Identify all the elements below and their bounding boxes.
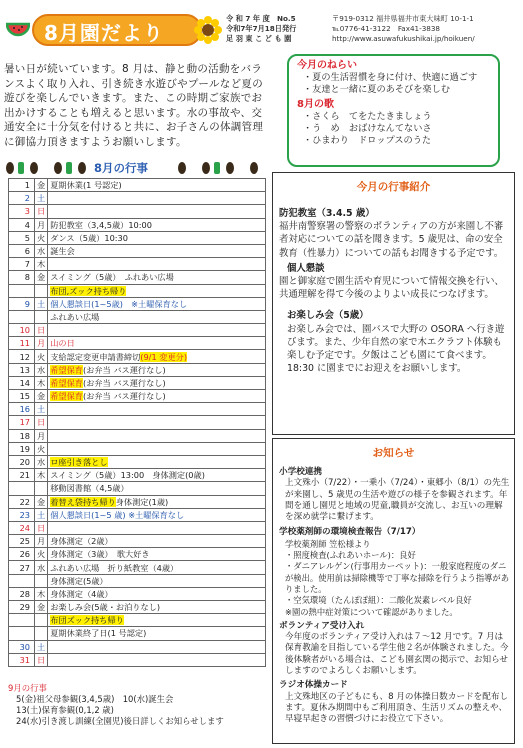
calendar-day: 22: [9, 495, 35, 508]
calendar-row: [9, 429, 266, 442]
events-intro-title: 今月の行事紹介: [356, 181, 431, 193]
calendar-row: [9, 337, 266, 350]
calendar-day: 18: [9, 429, 35, 442]
event-label: ふれあい広場: [50, 311, 100, 322]
calendar-row: [9, 271, 266, 284]
calendar-day: 10: [9, 324, 35, 337]
calendar-day: 19: [9, 442, 35, 455]
event-extra: (9/1 変更分): [140, 351, 188, 362]
event-extra: (お弁当 バス運行なし): [82, 391, 166, 402]
page-header: [4, 4, 519, 58]
calendar-weekday: 土: [35, 508, 48, 521]
calendar-event: [48, 574, 266, 587]
calendar-day: 29: [9, 601, 35, 614]
event-label: 布団,ズック持ち帰り: [50, 285, 127, 296]
calendar-row: [9, 561, 266, 574]
calendar-weekday: 水: [35, 561, 48, 574]
event-label: 布団ズック持ち帰り: [50, 615, 124, 626]
calendar-day: 27: [9, 561, 35, 574]
calendar-weekday: [35, 284, 48, 297]
calendar-day: 9: [9, 297, 35, 310]
calendar-event: [48, 416, 266, 429]
calendar-weekday: 木: [35, 258, 48, 271]
calendar-row: [9, 574, 266, 587]
notice-line: ・照度検査(ふれあいホール)：良好: [285, 550, 416, 561]
sunflower-icon: [194, 16, 222, 44]
calendar-row: [9, 179, 266, 192]
notice-line: ・空気環境（たんぽぽ組）：二酸化炭素レベル良好: [285, 595, 472, 606]
calendar-event: [48, 653, 266, 666]
calendar-event: [48, 205, 266, 218]
calendar-day: 13: [9, 363, 35, 376]
event-label: 防犯教室（3,4,5歳）10:00: [50, 219, 152, 230]
event-text: お楽しみ会では、園バスで大野の OSORA へ行き遊びます。また、少年自然の家で木エクラフト体験も楽しむ予定です。夕飯はこども園にて食べます。18:30 に園までにお迎えをお願いします。: [287, 323, 505, 375]
song-item: ・う め おばけなんてないさ: [303, 123, 432, 134]
calendar-row: [9, 403, 266, 416]
event-label: 支給認定変更申請書締切: [50, 351, 141, 362]
calendar-weekday: 金: [35, 179, 48, 192]
calendar-event: [48, 640, 266, 653]
issue-info: [226, 14, 296, 44]
event-label: 個人懇談日(1~5歳) ※土曜保育なし: [50, 298, 188, 309]
contact-info: [332, 14, 475, 44]
calendar-day: 7: [9, 258, 35, 271]
calendar-event: [48, 561, 266, 574]
calendar-day: 12: [9, 350, 35, 363]
aims-title: 今月のねらい: [297, 60, 357, 71]
calendar-event: [48, 284, 266, 297]
calendar-row: [9, 587, 266, 600]
calendar-event: [48, 179, 266, 192]
calendar-day: 24: [9, 521, 35, 534]
calendar-day: 3: [9, 205, 35, 218]
school-name: 足 羽 東 こ ど も 園: [226, 34, 292, 43]
calendar-event: [48, 337, 266, 350]
event-heading: お楽しみ会（5歳）: [287, 310, 369, 322]
calendar-day: 23: [9, 508, 35, 521]
event-label: 移動図書館（4,5歳）: [50, 483, 129, 494]
calendar-event: [48, 455, 266, 468]
event-label: 夏期休業終了日(1 号認定): [50, 628, 147, 639]
calendar-row: [9, 192, 266, 205]
calendar-day: [9, 310, 35, 323]
issue-date: 令和7年7月18日発行: [226, 24, 297, 33]
calendar-event: [48, 271, 266, 284]
calendar-event: [48, 601, 266, 614]
calendar-event: [48, 403, 266, 416]
events-calendar: [8, 178, 266, 667]
calendar-weekday: 木: [35, 587, 48, 600]
calendar-day: 21: [9, 469, 35, 482]
event-heading: 防犯教室（3.4.5 歳）: [279, 208, 375, 219]
calendar-row: [9, 350, 266, 363]
event-label: 希望保育: [50, 391, 83, 402]
calendar-day: [9, 614, 35, 627]
calendar-day: [9, 574, 35, 587]
calendar-title-bar: [4, 158, 266, 178]
event-label: ダンス（5歳）10:30: [50, 232, 128, 243]
event-label: ふれあい広場 折り紙教室（4歳）: [50, 562, 179, 573]
calendar-row: [9, 482, 266, 495]
calendar-row: [9, 653, 266, 666]
calendar-event: [48, 218, 266, 231]
notices-box: [272, 438, 515, 744]
notice-heading: 学校薬剤師の環境検査報告（7/17）: [279, 527, 421, 538]
calendar-row: [9, 218, 266, 231]
event-label: 誕生会: [50, 246, 75, 257]
calendar-event: [48, 310, 266, 323]
calendar-day: 31: [9, 653, 35, 666]
notice-line: 学校薬剤師 笠松様より: [285, 538, 371, 549]
event-extra: (お弁当 バス運行なし): [82, 377, 166, 388]
calendar-event: [48, 350, 266, 363]
event-extra: 身体測定(1歳): [115, 496, 169, 507]
calendar-weekday: 月: [35, 429, 48, 442]
september-title: 9月の行事: [8, 683, 47, 693]
calendar-day: 14: [9, 376, 35, 389]
calendar-weekday: 水: [35, 244, 48, 257]
notice-line: ※園の熱中症対策について確認がありました。: [285, 606, 458, 617]
event-label: 身体測定（3歳） 歌大好き: [50, 549, 150, 560]
song-item: ・さくら てをたたきましょう: [303, 111, 432, 122]
calendar-weekday: 金: [35, 390, 48, 403]
aim-item: ・夏の生活習慣を身に付け、快適に過ごす: [303, 72, 478, 83]
calendar-event: [48, 614, 266, 627]
phone-fax: ℡0776-41-3122 Fax41-3838: [332, 24, 440, 33]
calendar-row: [9, 495, 266, 508]
calendar-weekday: 火: [35, 442, 48, 455]
calendar-row: [9, 363, 266, 376]
notice-line: ・ダニアレルゲン(行事用カーペット)：一般家庭程度のダニが検出。使用前は掃除機等で丁寧な掃除を行うよう指導がありました。: [285, 561, 510, 594]
calendar-event: [48, 192, 266, 205]
calendar-row: [9, 614, 266, 627]
calendar-event: [48, 324, 266, 337]
calendar-day: 30: [9, 640, 35, 653]
september-line: 13(土)保育参観(0,1,2 歳): [16, 705, 114, 715]
calendar-event: [48, 442, 266, 455]
address: 〒919-0312 福井県福井市東大味町 10-1-1: [332, 14, 474, 23]
events-intro-box: [272, 172, 515, 435]
calendar-weekday: 金: [35, 601, 48, 614]
event-label: 身体測定（4歳）: [50, 588, 113, 599]
event-label: スイミング（5歳）13:00 身体測定(0歳): [50, 470, 205, 481]
event-label: お楽しみ会(5歳・お泊りなし): [50, 602, 161, 613]
calendar-event: [48, 376, 266, 389]
notices-title: お知らせ: [372, 447, 415, 459]
calendar-day: [9, 482, 35, 495]
calendar-row: [9, 442, 266, 455]
calendar-day: 6: [9, 244, 35, 257]
september-line: 24(水)引き渡し訓練(全園児)後日詳しくお知らせします: [16, 716, 224, 726]
notices-body: [279, 467, 511, 726]
calendar-row: [9, 521, 266, 534]
newsletter-title: 8月園だより: [44, 21, 164, 45]
calendar-row: [9, 244, 266, 257]
calendar-event: [48, 244, 266, 257]
calendar-row: [9, 640, 266, 653]
calendar-weekday: 月: [35, 218, 48, 231]
calendar-weekday: [35, 482, 48, 495]
event-label: 身体測定（2歳）: [50, 536, 113, 547]
calendar-row: [9, 416, 266, 429]
calendar-event: [48, 363, 266, 376]
calendar-event: [48, 548, 266, 561]
calendar-event: [48, 429, 266, 442]
watermelon-icon: [6, 20, 30, 40]
greeting-text: 暑い日が続いています。8 月は、静と動の活動をバランスよく取り入れ、引き続き水遊びやプールなど夏の遊びを楽しんでいきます。また、この時期ご家族でお出かけすることも増えると思います。水の事故や、交通安全に十分気を付けると共に、お子さんの体調管理に御協力頂きますようお願いします。: [4, 63, 264, 148]
calendar-day: 15: [9, 390, 35, 403]
event-label: 山の日: [50, 338, 75, 349]
calendar-row: [9, 548, 266, 561]
calendar-row: [9, 258, 266, 271]
calendar-weekday: 日: [35, 324, 48, 337]
calendar-row: [9, 205, 266, 218]
calendar-event: [48, 297, 266, 310]
calendar-weekday: [35, 310, 48, 323]
calendar-weekday: [35, 627, 48, 640]
event-label: 希望保育: [50, 364, 83, 375]
calendar-row: [9, 231, 266, 244]
calendar-day: [9, 284, 35, 297]
calendar-event: [48, 469, 266, 482]
notice-heading: 小学校連携: [279, 467, 322, 477]
calendar-row: [9, 310, 266, 323]
calendar-weekday: 水: [35, 455, 48, 468]
calendar-event: [48, 482, 266, 495]
notice-text: 今年度のボランティア受け入れは７～12 月です。7 月は保育教諭を目指している学生他２名が体験されました。今後体験者がいる場合は、こども園玄関の掲示で、お知らせしますのでよろしくお願いします。: [285, 632, 509, 677]
notice-text: 上文殊小（7/22）・一乗小（7/24）・東郷小（8/1）の先生が来園し、5 歳児の生活や遊びの様子を参観されます。年間を通し園児と地域の児童,職員が交流し、お互いの理解を深め就学に繋げます。: [285, 478, 510, 523]
calendar-row: [9, 284, 266, 297]
event-heading: 個人懇談: [287, 262, 325, 274]
calendar-weekday: 金: [35, 271, 48, 284]
calendar-weekday: 水: [35, 363, 48, 376]
event-label: 夏期休業(1 号認定): [50, 180, 122, 191]
calendar-event: [48, 587, 266, 600]
calendar-row: [9, 324, 266, 337]
notice-heading: ボランティア受け入れ: [279, 620, 365, 631]
calendar-row: [9, 376, 266, 389]
september-line: 5(金)祖父母参観(3,4,5歳) 10(水)誕生会: [16, 694, 174, 704]
calendar-event: [48, 521, 266, 534]
event-label: 着替え袋持ち帰り: [50, 496, 116, 507]
event-text: 園と御家庭で園生活や育児について情報交換を行い、共通理解を得て今後のよりよい成長につなげます。: [279, 276, 504, 301]
calendar-day: 20: [9, 455, 35, 468]
september-events: [8, 683, 268, 727]
issue-number: 令 和 7 年 度 No.5: [226, 14, 296, 23]
calendar-event: [48, 258, 266, 271]
calendar-row: [9, 627, 266, 640]
event-extra: (お弁当 バス運行なし): [82, 364, 166, 375]
calendar-weekday: 土: [35, 403, 48, 416]
calendar-weekday: 土: [35, 297, 48, 310]
calendar-title: 8月の行事: [94, 161, 149, 175]
calendar-weekday: 木: [35, 469, 48, 482]
notice-heading: ラジオ体操カード: [279, 680, 348, 691]
calendar-day: 2: [9, 192, 35, 205]
calendar-day: 1: [9, 179, 35, 192]
website-url[interactable]: http://www.asuwafukushikai.jp/hoikuen/: [332, 34, 475, 43]
calendar-weekday: 日: [35, 416, 48, 429]
calendar-weekday: 日: [35, 521, 48, 534]
calendar-event: [48, 535, 266, 548]
calendar-weekday: 火: [35, 350, 48, 363]
calendar-day: 25: [9, 535, 35, 548]
calendar-weekday: 月: [35, 337, 48, 350]
calendar-event: [48, 508, 266, 521]
calendar-day: 5: [9, 231, 35, 244]
event-label: 身体測定(5歳）: [50, 575, 108, 586]
calendar-weekday: 月: [35, 535, 48, 548]
calendar-row: [9, 535, 266, 548]
calendar-weekday: [35, 574, 48, 587]
event-label: ロ座引き落とし: [50, 457, 108, 468]
calendar-weekday: 土: [35, 640, 48, 653]
calendar-row: [9, 469, 266, 482]
songs-title: 8月の歌: [297, 99, 334, 110]
event-label: スイミング（5歳） ふれあい広場: [50, 272, 174, 283]
calendar-day: 4: [9, 218, 35, 231]
calendar-day: 26: [9, 548, 35, 561]
song-item: ・ひまわり ドロップスのうた: [303, 135, 432, 146]
calendar-day: 8: [9, 271, 35, 284]
calendar-day: 11: [9, 337, 35, 350]
monthly-goals-box: [287, 54, 500, 167]
calendar-row: [9, 297, 266, 310]
calendar-weekday: 金: [35, 495, 48, 508]
calendar-row: [9, 455, 266, 468]
events-intro-body: [279, 207, 509, 375]
calendar-event: [48, 495, 266, 508]
notice-text: 上文殊地区の子どもにも、8 月の体操日数カードを配布します。夏休み期間中もご利用頂き、生活リズムの整えや、早寝早起きの習慣づけにお役立て下さい。: [285, 691, 509, 725]
calendar-event: [48, 231, 266, 244]
calendar-weekday: 火: [35, 231, 48, 244]
calendar-event: [48, 390, 266, 403]
aim-item: ・友達と一緒に夏のあそびを楽しむ: [303, 84, 450, 95]
calendar-weekday: 土: [35, 192, 48, 205]
calendar-row: [9, 601, 266, 614]
calendar-weekday: [35, 614, 48, 627]
calendar-day: 16: [9, 403, 35, 416]
calendar-weekday: 火: [35, 548, 48, 561]
event-text: 福井南警察署の警察のボランティアの方が来園し不審者対応についての話を聞きます。5 歳児は、命の安全教育（性暴力）についての話もお聞きする予定です。: [279, 221, 504, 259]
event-label: 個人懇談日(1~5 歳) ※土曜保育なし: [50, 509, 185, 520]
calendar-event: [48, 627, 266, 640]
calendar-row: [9, 508, 266, 521]
calendar-weekday: 日: [35, 653, 48, 666]
event-label: 希望保育: [50, 377, 83, 388]
calendar-weekday: 木: [35, 376, 48, 389]
calendar-day: [9, 627, 35, 640]
calendar-row: [9, 390, 266, 403]
calendar-weekday: 日: [35, 205, 48, 218]
calendar-day: 17: [9, 416, 35, 429]
calendar-day: 28: [9, 587, 35, 600]
